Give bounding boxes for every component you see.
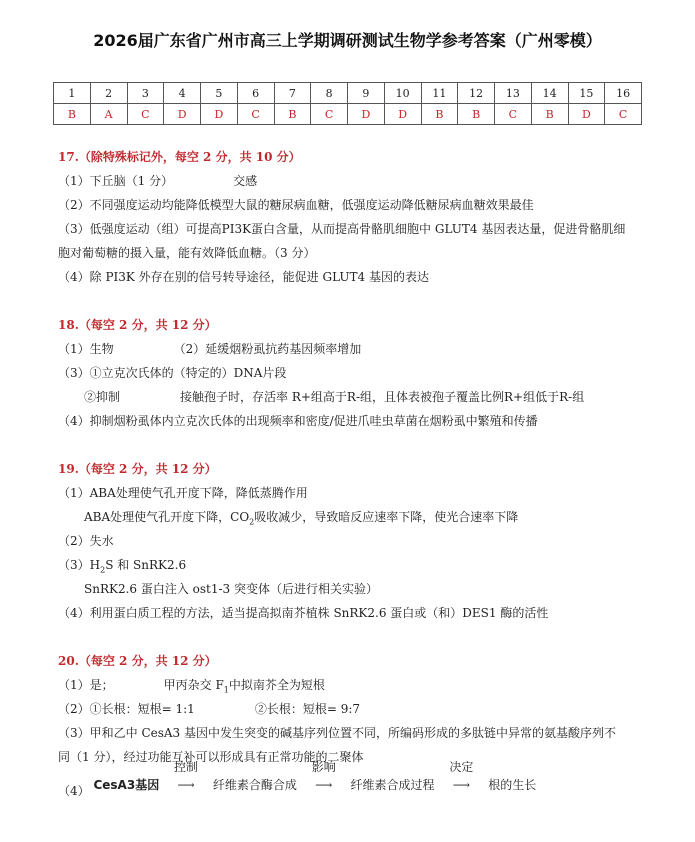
answer-line: 胞对葡萄糖的摄入量，能有效降低血糖。（3 分）	[58, 246, 316, 260]
gene-expression-flow	[58, 760, 537, 798]
question-number: 3	[127, 83, 164, 104]
answer-text: （1）生物	[58, 342, 114, 356]
answer-text: 交感	[233, 174, 258, 188]
arrow-icon: ⟶	[452, 778, 470, 792]
flow-step: 纤维素合成过程	[350, 778, 435, 792]
answer-cell: B	[458, 104, 495, 125]
answer-cell: C	[605, 104, 642, 125]
question-number: 12	[458, 83, 495, 104]
flow-arrow	[166, 760, 206, 792]
flow-step: CesA3基因	[93, 778, 160, 792]
answer-line	[58, 337, 658, 361]
answer-cell: C	[237, 104, 274, 125]
answer-line: （2）失水	[58, 534, 114, 548]
answer-cell: D	[348, 104, 385, 125]
answer-cell: A	[90, 104, 127, 125]
question-number: 13	[495, 83, 532, 104]
answer-line	[58, 553, 658, 577]
answer-text: S 和 SnRK2.6	[105, 558, 187, 572]
answer-cell: D	[164, 104, 201, 125]
question-17	[58, 145, 658, 289]
answer-cell: C	[495, 104, 532, 125]
question-number-row	[54, 83, 642, 104]
answer-line: （4）除 PI3K 外存在别的信号转导途径，能促进 GLUT4 基因的表达	[58, 270, 429, 284]
answer-line	[58, 505, 658, 529]
answer-text: 中拟南芥全为短根	[228, 678, 325, 692]
question-number: 14	[531, 83, 568, 104]
question-number: 6	[237, 83, 274, 104]
section-heading: 18.（每空 2 分，共 12 分）	[58, 318, 217, 332]
answer-cell: B	[274, 104, 311, 125]
answer-line: （3）①立克次氏体的（特定的）DNA片段	[58, 366, 287, 380]
question-number: 11	[421, 83, 458, 104]
answer-line	[58, 385, 658, 409]
flow-arrow	[304, 760, 344, 792]
arrow-label: 影响	[311, 760, 336, 774]
flow-step: 纤维素合酶合成	[212, 778, 297, 792]
question-number: 7	[274, 83, 311, 104]
answer-text: 吸收减少，导致暗反应速率下降，使光合速率下降	[254, 510, 519, 524]
section-heading: 20.（每空 2 分，共 12 分）	[58, 654, 217, 668]
answer-text: （2）①长根：短根= 1:1	[58, 702, 195, 716]
answer-row	[54, 104, 642, 125]
subscript: 2	[249, 517, 255, 527]
question-number: 9	[348, 83, 385, 104]
answer-text: （3）H	[58, 558, 101, 572]
arrow-icon: ⟶	[177, 778, 195, 792]
section-heading: 19.（每空 2 分，共 12 分）	[58, 462, 217, 476]
answer-prefix: （4）	[58, 784, 90, 798]
answer-text: ②抑制	[84, 390, 121, 404]
question-number: 8	[311, 83, 348, 104]
subscript: 1	[223, 685, 229, 695]
answer-text: （1）是；	[58, 678, 114, 692]
question-19	[58, 457, 658, 625]
answer-line: （3）甲和乙中 CesA3 基因中发生突变的碱基序列位置不同，所编码形成的多肽链中异常的氨基酸序列不	[58, 726, 617, 740]
answer-line	[58, 673, 658, 697]
answer-cell: D	[201, 104, 238, 125]
answer-cell: D	[384, 104, 421, 125]
section-heading: 17.（除特殊标记外，每空 2 分，共 10 分）	[58, 150, 301, 164]
answer-text: 甲丙杂交 F	[163, 678, 224, 692]
answer-line: 同（1 分），经过功能互补可以形成具有正常功能的二聚体	[58, 750, 364, 764]
answer-line: （1）ABA处理使气孔开度下降，降低蒸腾作用	[58, 486, 308, 500]
question-number: 4	[164, 83, 201, 104]
arrow-icon: ⟶	[315, 778, 333, 792]
question-18	[58, 313, 658, 433]
question-number: 2	[90, 83, 127, 104]
page-title: 2026届广东省广州市高三上学期调研测试生物学参考答案（广州零模）	[93, 31, 602, 50]
answer-text: ABA处理使气孔开度下降，CO	[84, 510, 250, 524]
question-number: 10	[384, 83, 421, 104]
question-number: 5	[201, 83, 238, 104]
answer-line	[58, 169, 658, 193]
question-number: 1	[54, 83, 91, 104]
answer-cell: D	[568, 104, 605, 125]
flow-arrow	[441, 760, 481, 792]
answer-line: SnRK2.6 蛋白注入 ost1-3 突变体（后进行相关实验）	[84, 582, 379, 596]
answer-line: （4）抑制烟粉虱体内立克次氏体的出现频率和密度/促进爪哇虫草菌在烟粉虱中繁殖和传播	[58, 414, 538, 428]
answer-text: （2）延缓烟粉虱抗药基因频率增加	[173, 342, 362, 356]
question-number: 16	[605, 83, 642, 104]
answer-cell: B	[421, 104, 458, 125]
question-20	[58, 649, 658, 769]
answer-line: （3）低强度运动（组）可提高PI3K蛋白含量，从而提高骨骼肌细胞中 GLUT4 基因表达量，促进骨骼肌细	[58, 222, 626, 236]
answer-cell: C	[311, 104, 348, 125]
answer-line: （4）利用蛋白质工程的方法，适当提高拟南芥植株 SnRK2.6 蛋白或（和）DES1 酶的活性	[58, 606, 549, 620]
answer-line: （2）不同强度运动均能降低模型大鼠的糖尿病血糖，低强度运动降低糖尿病血糖效果最佳	[58, 198, 534, 212]
answer-text: ②长根：短根= 9:7	[254, 702, 361, 716]
answer-text: （1）下丘脑（1 分）	[58, 174, 174, 188]
subscript: 2	[100, 565, 106, 575]
answer-cell: C	[127, 104, 164, 125]
answer-cell: B	[54, 104, 91, 125]
answer-line	[58, 697, 658, 721]
flow-step: 根的生长	[488, 778, 537, 792]
answer-text: 接触孢子时，存活率 R+组高于R-组，且体表被孢子覆盖比例R+组低于R-组	[180, 390, 585, 404]
answer-table	[53, 82, 642, 125]
question-number: 15	[568, 83, 605, 104]
arrow-label: 控制	[174, 760, 199, 774]
arrow-label: 决定	[449, 760, 474, 774]
answer-cell: B	[531, 104, 568, 125]
